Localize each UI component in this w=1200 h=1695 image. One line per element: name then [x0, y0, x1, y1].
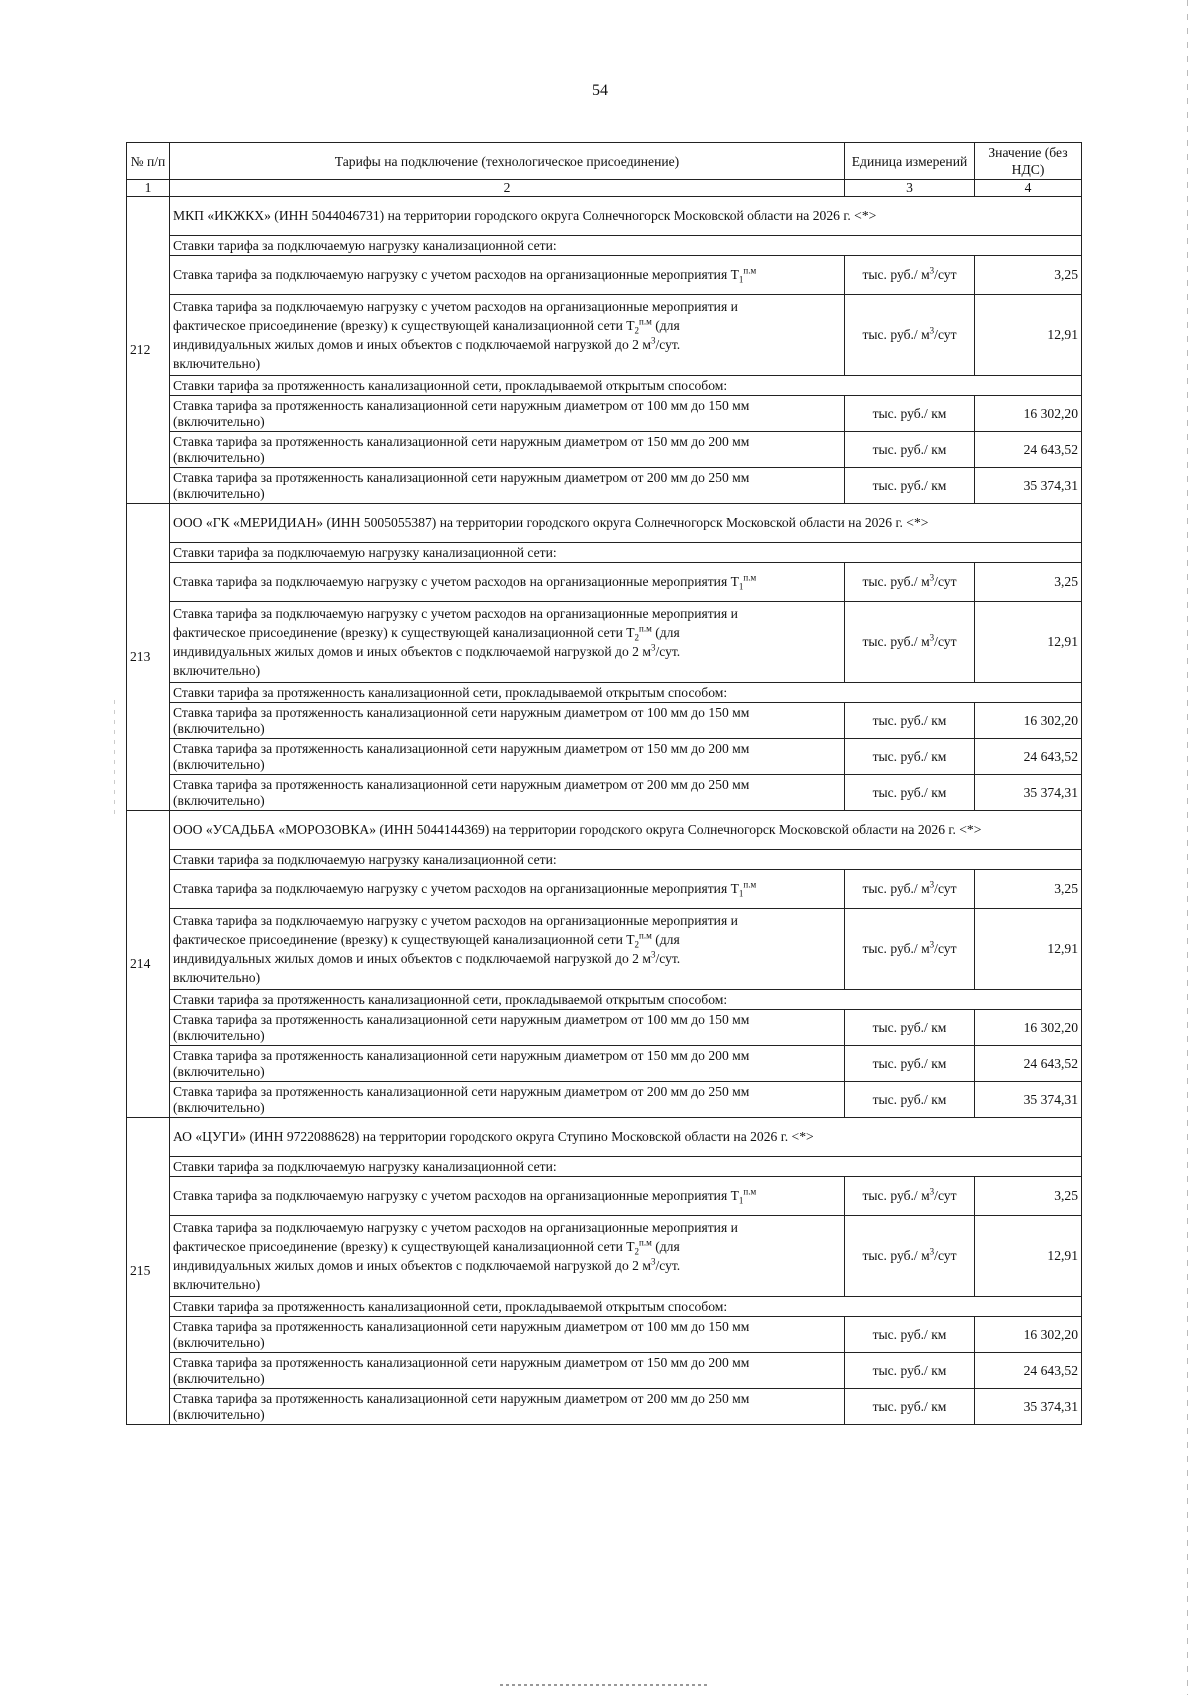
rate-text: индивидуальных жилых домов и иных объектов с подключаемой нагрузкой до 2 м: [173, 337, 651, 352]
table-row: [127, 1010, 1082, 1046]
unit-superscript: 3: [929, 632, 935, 643]
unit-text: тыс. руб./ м: [862, 327, 930, 342]
unit-cell: тыс. руб./ км: [845, 703, 975, 739]
organization-title: АО «ЦУГИ» (ИНН 9722088628) на территории городского округа Ступино Московской области на 2026 г. <*>: [170, 1118, 1082, 1157]
rate-text: Ставка тарифа за подключаемую нагрузку с учетом расходов на организационные мероприятия и: [173, 299, 738, 314]
rate-superscript: п.м: [639, 623, 652, 634]
rate-text: /сут.: [655, 644, 681, 659]
rate-text: включительно): [173, 1277, 261, 1292]
rate-subscript: 1: [738, 581, 744, 592]
unit-cell: [845, 1177, 975, 1216]
rate-text: Ставка тарифа за подключаемую нагрузку с учетом расходов на организационные мероприятия T: [173, 1188, 739, 1203]
unit-text: /сут: [934, 327, 957, 342]
section-number: 214: [127, 811, 170, 1118]
load-subheading: Ставки тарифа за подключаемую нагрузку канализационной сети:: [170, 1157, 1082, 1177]
table-row: [127, 1353, 1082, 1389]
table-row: [127, 396, 1082, 432]
rate-text: /сут.: [655, 951, 681, 966]
rate-text: включительно): [173, 356, 261, 371]
rate-text: индивидуальных жилых домов и иных объектов с подключаемой нагрузкой до 2 м: [173, 644, 651, 659]
rate-text: индивидуальных жилых домов и иных объектов с подключаемой нагрузкой до 2 м: [173, 1258, 651, 1273]
table-header-row: [127, 143, 1082, 180]
rate-name: [170, 1216, 845, 1297]
rate-name: Ставка тарифа за протяженность канализационной сети наружным диаметром от 100 мм до 150 мм (включительно): [170, 703, 845, 739]
rate-text: фактическое присоединение (врезку) к существующей канализационной сети T: [173, 932, 635, 947]
header-value: Значение (без НДС): [975, 143, 1082, 180]
tariff-table: [126, 142, 1082, 1425]
rate-text: фактическое присоединение (врезку) к существующей канализационной сети T: [173, 1239, 635, 1254]
value-cell: 35 374,31: [975, 1082, 1082, 1118]
unit-cell: тыс. руб./ км: [845, 775, 975, 811]
rate-superscript: п.м: [639, 930, 652, 941]
length-subheading: Ставки тарифа за протяженность канализационной сети, прокладываемой открытым способом:: [170, 1297, 1082, 1317]
value-cell: 16 302,20: [975, 396, 1082, 432]
table-row: [127, 775, 1082, 811]
rate-name: Ставка тарифа за протяженность канализационной сети наружным диаметром от 100 мм до 150 мм (включительно): [170, 1010, 845, 1046]
rate-name: Ставка тарифа за протяженность канализационной сети наружным диаметром от 200 мм до 250 мм (включительно): [170, 1082, 845, 1118]
unit-text: /сут: [934, 267, 957, 282]
rate-name: Ставка тарифа за протяженность канализационной сети наружным диаметром от 200 мм до 250 мм (включительно): [170, 1389, 845, 1425]
unit-cell: тыс. руб./ км: [845, 1389, 975, 1425]
rate-text: включительно): [173, 663, 261, 678]
table-row: [127, 295, 1082, 376]
unit-text: /сут: [934, 941, 957, 956]
section-number: 212: [127, 197, 170, 504]
rate-text: фактическое присоединение (врезку) к существующей канализационной сети T: [173, 625, 635, 640]
rate-name: Ставка тарифа за протяженность канализационной сети наружным диаметром от 100 мм до 150 мм (включительно): [170, 1317, 845, 1353]
header-num: № п/п: [127, 143, 170, 180]
load-subheading: Ставки тарифа за подключаемую нагрузку канализационной сети:: [170, 850, 1082, 870]
table-row: [127, 1082, 1082, 1118]
column-index: 3: [845, 180, 975, 197]
load-subheading: Ставки тарифа за подключаемую нагрузку канализационной сети:: [170, 236, 1082, 256]
unit-cell: [845, 295, 975, 376]
value-cell: 35 374,31: [975, 1389, 1082, 1425]
unit-text: тыс. руб./ м: [862, 881, 930, 896]
unit-cell: [845, 1216, 975, 1297]
rate-text: Ставка тарифа за подключаемую нагрузку с учетом расходов на организационные мероприятия и: [173, 606, 738, 621]
rate-text: Ставка тарифа за подключаемую нагрузку с учетом расходов на организационные мероприятия T: [173, 574, 739, 589]
page-number: 54: [592, 82, 608, 99]
rate-superscript: 3: [650, 1256, 656, 1267]
table-row: [127, 909, 1082, 990]
table-row: [127, 1046, 1082, 1082]
section-number: 213: [127, 504, 170, 811]
unit-cell: тыс. руб./ км: [845, 739, 975, 775]
subheading-row: [127, 850, 1082, 870]
unit-text: /сут: [934, 881, 957, 896]
rate-subscript: 2: [634, 1246, 640, 1257]
unit-text: /сут: [934, 1188, 957, 1203]
rate-text: Ставка тарифа за подключаемую нагрузку с учетом расходов на организационные мероприятия и: [173, 913, 738, 928]
section-row: [127, 1118, 1082, 1157]
table-row: [127, 602, 1082, 683]
length-subheading: Ставки тарифа за протяженность канализационной сети, прокладываемой открытым способом:: [170, 683, 1082, 703]
value-cell: 24 643,52: [975, 1353, 1082, 1389]
column-index-row: [127, 180, 1082, 197]
header-name: Тарифы на подключение (технологическое присоединение): [170, 143, 845, 180]
unit-cell: тыс. руб./ км: [845, 468, 975, 504]
table-row: [127, 1177, 1082, 1216]
column-index: 4: [975, 180, 1082, 197]
rate-text: (для: [651, 318, 680, 333]
value-cell: 12,91: [975, 1216, 1082, 1297]
value-cell: 16 302,20: [975, 703, 1082, 739]
rate-subscript: 2: [634, 632, 640, 643]
unit-text: тыс. руб./ м: [862, 574, 930, 589]
value-cell: 24 643,52: [975, 1046, 1082, 1082]
rate-name: [170, 563, 845, 602]
rate-name: [170, 602, 845, 683]
rate-subscript: 1: [738, 888, 744, 899]
rate-text: включительно): [173, 970, 261, 985]
unit-cell: [845, 563, 975, 602]
unit-superscript: 3: [929, 265, 935, 276]
value-cell: 35 374,31: [975, 468, 1082, 504]
value-cell: 12,91: [975, 909, 1082, 990]
scan-artifact: [114, 700, 115, 820]
unit-superscript: 3: [929, 572, 935, 583]
table-row: [127, 1216, 1082, 1297]
rate-superscript: п.м: [743, 265, 757, 276]
rate-superscript: п.м: [639, 1237, 652, 1248]
unit-cell: тыс. руб./ км: [845, 432, 975, 468]
header-unit: Единица измерений: [845, 143, 975, 180]
subheading-row: [127, 236, 1082, 256]
rate-text: /сут.: [655, 1258, 681, 1273]
rate-superscript: 3: [650, 335, 656, 346]
rate-subscript: 1: [738, 274, 744, 285]
section-row: [127, 197, 1082, 236]
value-cell: 3,25: [975, 563, 1082, 602]
subheading-row: [127, 990, 1082, 1010]
value-cell: 24 643,52: [975, 432, 1082, 468]
unit-cell: тыс. руб./ км: [845, 1353, 975, 1389]
subheading-row: [127, 1297, 1082, 1317]
unit-text: тыс. руб./ м: [862, 941, 930, 956]
rate-name: Ставка тарифа за протяженность канализационной сети наружным диаметром от 150 мм до 200 мм (включительно): [170, 739, 845, 775]
value-cell: 3,25: [975, 870, 1082, 909]
unit-text: /сут: [934, 574, 957, 589]
table-row: [127, 1317, 1082, 1353]
value-cell: 3,25: [975, 1177, 1082, 1216]
value-cell: 12,91: [975, 602, 1082, 683]
unit-superscript: 3: [929, 325, 935, 336]
unit-superscript: 3: [929, 1186, 935, 1197]
organization-title: ООО «УСАДЬБА «МОРОЗОВКА» (ИНН 5044144369) на территории городского округа Солнечногорск Московской области на 2026 г. <*>: [170, 811, 1082, 850]
table-row: [127, 563, 1082, 602]
rate-superscript: п.м: [743, 879, 757, 890]
unit-text: тыс. руб./ м: [862, 267, 930, 282]
unit-cell: тыс. руб./ км: [845, 1046, 975, 1082]
table-row: [127, 739, 1082, 775]
unit-text: /сут: [934, 1248, 957, 1263]
load-subheading: Ставки тарифа за подключаемую нагрузку канализационной сети:: [170, 543, 1082, 563]
rate-name: Ставка тарифа за протяженность канализационной сети наружным диаметром от 150 мм до 200 мм (включительно): [170, 1046, 845, 1082]
unit-cell: тыс. руб./ км: [845, 396, 975, 432]
rate-superscript: п.м: [743, 572, 757, 583]
organization-title: МКП «ИКЖКХ» (ИНН 5044046731) на территории городского округа Солнечногорск Московской области на 2026 г. <*>: [170, 197, 1082, 236]
subheading-row: [127, 683, 1082, 703]
table-row: [127, 703, 1082, 739]
length-subheading: Ставки тарифа за протяженность канализационной сети, прокладываемой открытым способом:: [170, 990, 1082, 1010]
rate-text: фактическое присоединение (врезку) к существующей канализационной сети T: [173, 318, 635, 333]
rate-name: Ставка тарифа за протяженность канализационной сети наружным диаметром от 200 мм до 250 мм (включительно): [170, 775, 845, 811]
unit-cell: [845, 909, 975, 990]
rate-subscript: 2: [634, 939, 640, 950]
unit-text: /сут: [934, 634, 957, 649]
scan-artifact: [1187, 0, 1188, 1695]
rate-name: Ставка тарифа за протяженность канализационной сети наружным диаметром от 200 мм до 250 мм (включительно): [170, 468, 845, 504]
unit-text: тыс. руб./ м: [862, 634, 930, 649]
rate-name: [170, 295, 845, 376]
unit-cell: тыс. руб./ км: [845, 1082, 975, 1118]
value-cell: 16 302,20: [975, 1010, 1082, 1046]
rate-text: Ставка тарифа за подключаемую нагрузку с учетом расходов на организационные мероприятия T: [173, 881, 739, 896]
rate-text: (для: [651, 1239, 680, 1254]
unit-text: тыс. руб./ м: [862, 1188, 930, 1203]
value-cell: 16 302,20: [975, 1317, 1082, 1353]
unit-superscript: 3: [929, 939, 935, 950]
rate-text: Ставка тарифа за подключаемую нагрузку с учетом расходов на организационные мероприятия T: [173, 267, 739, 282]
rate-subscript: 1: [738, 1195, 744, 1206]
table-row: [127, 468, 1082, 504]
table-row: [127, 870, 1082, 909]
table-row: [127, 432, 1082, 468]
length-subheading: Ставки тарифа за протяженность канализационной сети, прокладываемой открытым способом:: [170, 376, 1082, 396]
rate-name: Ставка тарифа за протяженность канализационной сети наружным диаметром от 150 мм до 200 мм (включительно): [170, 432, 845, 468]
unit-cell: тыс. руб./ км: [845, 1010, 975, 1046]
rate-superscript: 3: [650, 949, 656, 960]
unit-cell: тыс. руб./ км: [845, 1317, 975, 1353]
rate-name: [170, 1177, 845, 1216]
unit-superscript: 3: [929, 879, 935, 890]
rate-text: (для: [651, 625, 680, 640]
rate-superscript: п.м: [639, 316, 652, 327]
section-number: 215: [127, 1118, 170, 1425]
rate-text: /сут.: [655, 337, 681, 352]
unit-text: тыс. руб./ м: [862, 1248, 930, 1263]
rate-superscript: п.м: [743, 1186, 757, 1197]
subheading-row: [127, 376, 1082, 396]
unit-cell: [845, 870, 975, 909]
rate-text: Ставка тарифа за подключаемую нагрузку с учетом расходов на организационные мероприятия и: [173, 1220, 738, 1235]
scan-artifact: [500, 1684, 710, 1686]
value-cell: 35 374,31: [975, 775, 1082, 811]
unit-cell: [845, 256, 975, 295]
rate-name: [170, 256, 845, 295]
unit-superscript: 3: [929, 1246, 935, 1257]
column-index: 1: [127, 180, 170, 197]
column-index: 2: [170, 180, 845, 197]
subheading-row: [127, 543, 1082, 563]
organization-title: ООО «ГК «МЕРИДИАН» (ИНН 5005055387) на территории городского округа Солнечногорск Московской области на 2026 г. <*>: [170, 504, 1082, 543]
value-cell: 24 643,52: [975, 739, 1082, 775]
rate-text: (для: [651, 932, 680, 947]
subheading-row: [127, 1157, 1082, 1177]
rate-superscript: 3: [650, 642, 656, 653]
section-row: [127, 504, 1082, 543]
value-cell: 3,25: [975, 256, 1082, 295]
rate-subscript: 2: [634, 325, 640, 336]
unit-cell: [845, 602, 975, 683]
value-cell: 12,91: [975, 295, 1082, 376]
rate-name: Ставка тарифа за протяженность канализационной сети наружным диаметром от 150 мм до 200 мм (включительно): [170, 1353, 845, 1389]
table-row: [127, 1389, 1082, 1425]
table-row: [127, 256, 1082, 295]
rate-name: Ставка тарифа за протяженность канализационной сети наружным диаметром от 100 мм до 150 мм (включительно): [170, 396, 845, 432]
rate-text: индивидуальных жилых домов и иных объектов с подключаемой нагрузкой до 2 м: [173, 951, 651, 966]
rate-name: [170, 870, 845, 909]
rate-name: [170, 909, 845, 990]
section-row: [127, 811, 1082, 850]
